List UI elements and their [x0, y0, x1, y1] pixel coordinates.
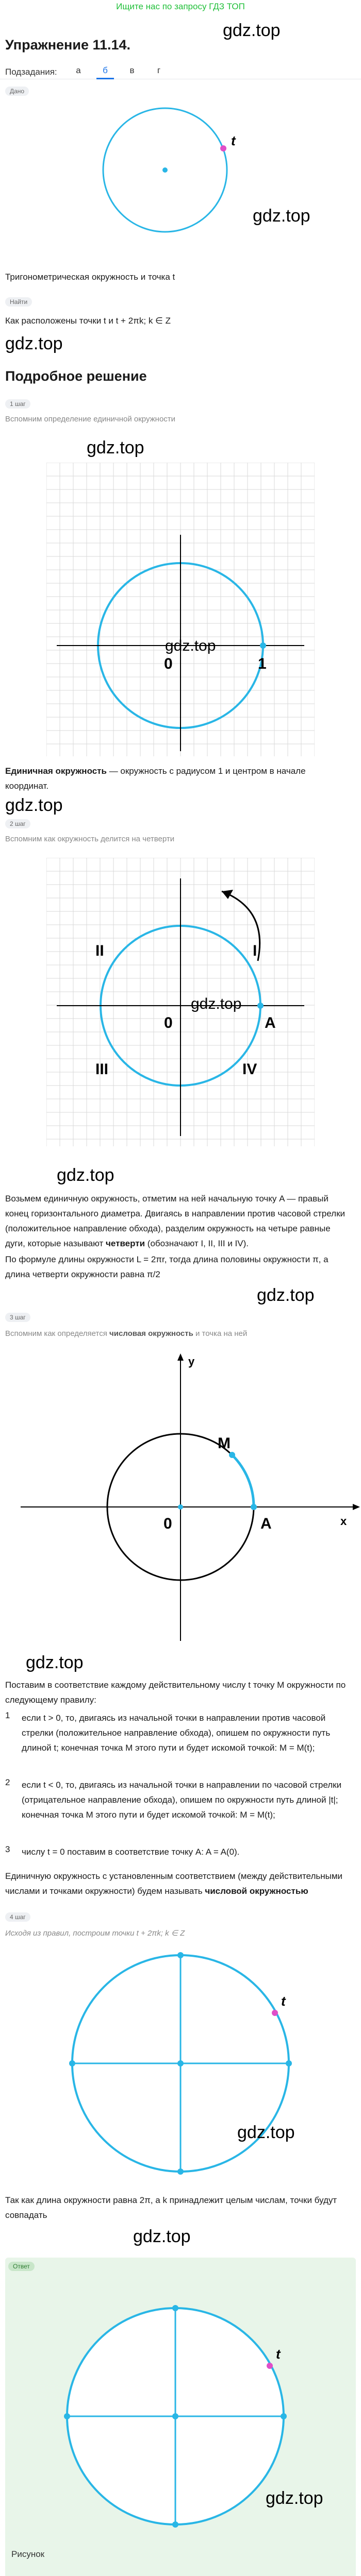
quarter-iv: IV [242, 1061, 257, 1078]
label-zero: 0 [164, 655, 173, 672]
step2-text-end: (обозначают I, II, III и IV). [145, 1239, 249, 1248]
step1-hint: Вспомним определение единичной окружности [5, 415, 176, 423]
step3-intro: Поставим в соответствие каждому действительному числу t точку M окружности по следующему правилу: [5, 1680, 346, 1705]
given-circle-figure [88, 93, 242, 247]
point-right [286, 2060, 292, 2066]
list-text: если t < 0, то, двигаясь из начальной точки в направлении по часовой стрелки (отрицательное направление обхода), опишем по окружности путь длиной |t|; конечная точка M этого пути и будет искомой точкой: M = M(t); [22, 1780, 342, 1820]
step3-axes-figure [10, 1347, 361, 1646]
question-text: Как расположены точки t и t + 2πk; k ∈ Z [5, 316, 171, 326]
watermark: gdz.top [223, 21, 281, 40]
step1-definition [5, 764, 351, 793]
watermark: gdz.top [191, 995, 242, 1012]
x-arrow [353, 1504, 360, 1510]
point-t-label: t [281, 1993, 286, 2009]
watermark: gdz.top [257, 1285, 315, 1305]
center-point [172, 2413, 178, 2419]
conclusion-term: числовой окружностью [205, 1886, 308, 1896]
hint-pre: Вспомним как определяется [5, 1329, 110, 1338]
step3-hint [5, 1329, 247, 1338]
solution-heading: Подробное решение [5, 368, 147, 384]
quarter-iii: III [95, 1061, 109, 1078]
watermark: gdz.top [133, 2227, 191, 2246]
point-t [267, 2363, 273, 2369]
point-right [281, 2413, 287, 2419]
hint-bold: числовая окружность [109, 1329, 193, 1338]
origin [178, 1504, 183, 1510]
watermark: gdz.top [26, 1653, 84, 1672]
step4-hint: Исходя из правил, построим точки t + 2πk; k ∈ Z [5, 1929, 185, 1938]
step4-badge: 4 шаг [5, 1912, 30, 1922]
watermark: gdz.top [87, 438, 144, 457]
tab-a[interactable]: а [76, 65, 81, 75]
step2-formula: По формуле длины окружности L = 2πr, тогда длина половины окружности π, а длина четверти окружности равна π/2 [5, 1255, 329, 1279]
watermark: gdz.top [253, 206, 310, 226]
watermark: gdz.top [5, 334, 63, 353]
conclusion-text: Единичную окружность с установленным соответствием (между действительными числами и точками окружности) будем называть [5, 1871, 343, 1896]
label-one: 1 [258, 655, 267, 672]
step1-grid-figure [46, 463, 315, 756]
point-t-label: t [276, 2346, 281, 2362]
definition-text: — окружность с радиусом 1 и центром в начале координат. [5, 766, 306, 791]
quarter-ii: II [95, 942, 104, 959]
point-a [251, 1504, 257, 1510]
given-caption: Тригонометрическая окружность и точка t [5, 272, 175, 282]
label-zero: 0 [163, 1515, 172, 1532]
list-number: 3 [5, 1844, 10, 1854]
tab-g[interactable]: г [157, 65, 161, 75]
watermark: gdz.top [237, 2123, 295, 2142]
point-left [64, 2413, 70, 2419]
label-y: y [188, 1355, 195, 1368]
point-bottom [177, 2168, 184, 2175]
quarters-term: четверти [106, 1239, 145, 1248]
step3-conclusion [5, 1869, 351, 1899]
point-top [172, 2305, 178, 2311]
point-left [69, 2060, 75, 2066]
point-t [220, 145, 226, 151]
label-a: A [260, 1515, 272, 1532]
watermark: gdz.top [57, 1165, 114, 1185]
point-top [177, 1952, 184, 1958]
point-t [272, 2010, 278, 2016]
step1-badge: 1 шаг [5, 399, 30, 409]
label-a: A [265, 1014, 276, 1031]
label-x: x [340, 1515, 347, 1528]
step4-text: Так как длина окружности равна 2π, а k принадлежит целым числам, точки будут совпадать [5, 2195, 337, 2220]
top-search-link[interactable]: Ищите нас по запросу ГДЗ ТОП [116, 2, 245, 11]
tab-b[interactable]: б [103, 65, 108, 75]
step2-text: Возьмем единичную окружность, отметим на ней начальную точку A — правый конец горизонтального диаметра. Двигаясь в направлении против часовой стрелки (положительное направление обхода), разделим окружность на четыре равные дуги, которые называют [5, 1194, 345, 1248]
point-bottom [172, 2521, 178, 2528]
list-text: числу t = 0 поставим в соответствие точку A: A = A(0). [22, 1847, 240, 1857]
step2-hint: Вспомним как окружность делится на четверти [5, 835, 175, 843]
definition-term: Единичная окружность [5, 766, 107, 776]
arc-am [232, 1455, 254, 1507]
y-arrow [177, 1353, 184, 1361]
list-number: 1 [5, 1710, 10, 1720]
watermark: gdz.top [165, 637, 216, 654]
answer-caption: Рисунок [11, 2549, 45, 2559]
center-point [177, 2060, 184, 2066]
step2-badge: 2 шаг [5, 819, 30, 828]
watermark: gdz.top [5, 795, 63, 815]
label-m: M [218, 1435, 231, 1452]
step2-grid-figure [46, 858, 315, 1146]
tab-v[interactable]: в [129, 65, 135, 75]
step4-circle-figure [62, 1945, 299, 2182]
quarter-i: I [253, 942, 257, 959]
step2-paragraph [5, 1191, 351, 1251]
center-point [162, 167, 168, 173]
step3-badge: 3 шаг [5, 1313, 30, 1322]
list-number: 2 [5, 1777, 10, 1787]
watermark: gdz.top [266, 2488, 323, 2508]
list-text: если t > 0, то, двигаясь из начальной точки в направлении против часовой стрелки (положительное направление обхода), опишем по окружности путь длиной t; конечная точка M этого пути и будет искомой точкой: M = M(t); [22, 1713, 331, 1753]
answer-badge: Ответ [8, 2262, 35, 2271]
point-t-label: t [231, 133, 236, 148]
point-a [257, 1003, 264, 1009]
page-title: Упражнение 11.14. [5, 37, 131, 53]
point-one [260, 642, 266, 649]
arrow-head [222, 890, 233, 899]
find-badge: Найти [5, 297, 32, 307]
point-m [229, 1452, 235, 1458]
given-badge: Дано [5, 87, 29, 96]
label-zero: 0 [164, 1014, 173, 1031]
hint-post: и точка на ней [193, 1329, 248, 1338]
answer-circle-figure [57, 2298, 294, 2535]
active-tab-indicator [96, 78, 114, 79]
subtasks-label: Подзадания: [5, 67, 57, 77]
